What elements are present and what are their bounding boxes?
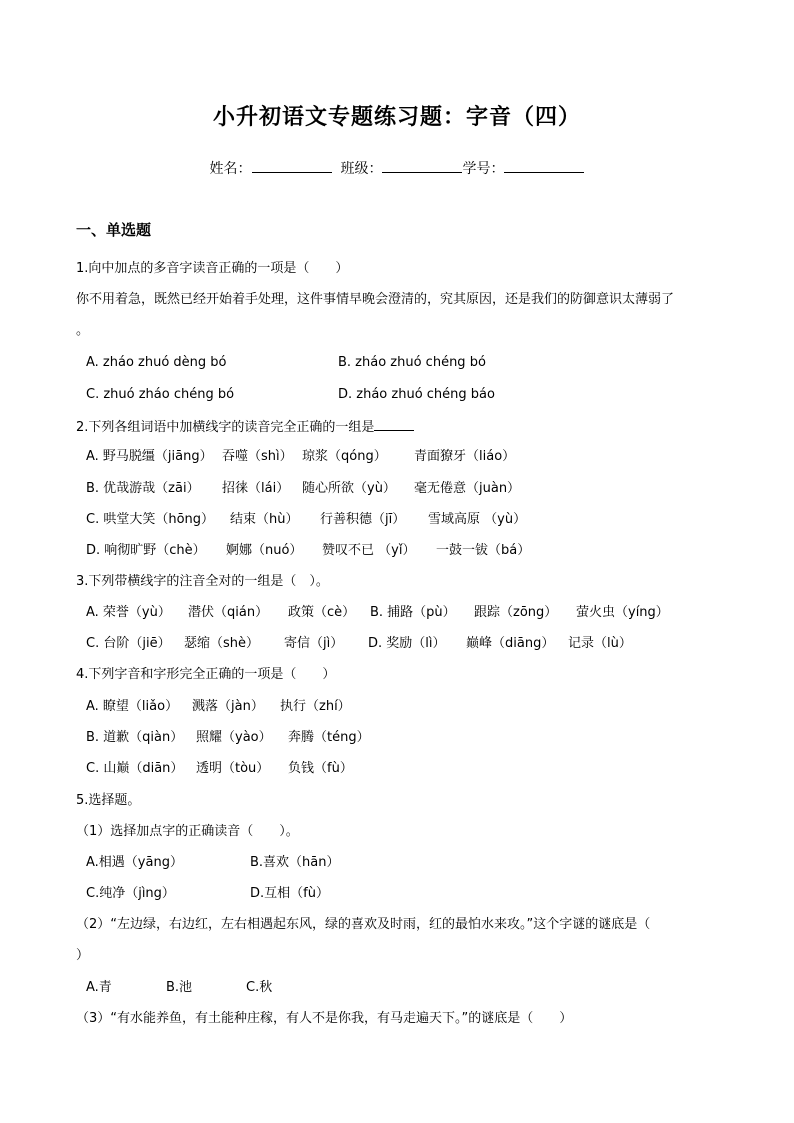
q1-text: 你不用着急，既然已经开始着手处理，这件事情早晚会澄清的，究其原因，还是我们的防御意识太薄弱了	[76, 292, 675, 307]
q5-sub2-option-a[interactable]: A.青	[86, 980, 112, 995]
q4-option-b[interactable]	[86, 729, 370, 747]
q5-sub1: （1）选择加点字的正确读音（ ）。	[76, 824, 299, 839]
q3-r1-word-1: A. 荣誉（yù）	[86, 605, 171, 620]
q5-sub2-option-b[interactable]: B.池	[166, 980, 193, 995]
student-info-line	[0, 158, 794, 178]
q3-r2-word-1: C. 台阶（jiē）	[86, 636, 171, 651]
q2-option-d[interactable]	[86, 542, 530, 560]
q5-sub1-option-d[interactable]: D.互相（fù）	[250, 886, 329, 901]
q2-a-word-4: 青面獠牙（liáo）	[414, 449, 516, 464]
q3-row-1[interactable]	[86, 604, 669, 622]
q3-row-2[interactable]	[86, 635, 632, 653]
q5-sub2-option-c[interactable]: C.秋	[246, 980, 273, 995]
q2-stem-text: 2.下列各组词语中加横线字的读音完全正确的一组是	[76, 420, 375, 435]
q4-c-word-3: 负钱（fù）	[288, 761, 353, 776]
q2-b-word-2: 招徕（lái）	[222, 481, 290, 496]
q5-sub2-end: ）	[76, 948, 90, 963]
q2-b-word-3: 随心所欲（yù）	[302, 481, 396, 496]
q5-sub1-option-c[interactable]: C.纯净（jìng）	[86, 886, 175, 901]
q2-c-word-4: 雪域高原 （yù）	[428, 512, 527, 527]
q3-r2-word-4: D. 奖励（lì）	[368, 636, 446, 651]
q4-b-word-2: 照耀（yào）	[196, 730, 272, 745]
q4-option-c[interactable]	[86, 760, 353, 778]
q1-option-c[interactable]: C. zhuó zháo chéng bó	[86, 387, 235, 402]
q3-r2-word-6: 记录（lù）	[568, 636, 632, 651]
q3-r2-word-5: 巅峰（diāng）	[466, 636, 555, 651]
q3-r1-word-4: B. 捕路（pù）	[370, 605, 456, 620]
class-blank[interactable]	[382, 158, 462, 173]
q1-option-a[interactable]: A. zháo zhuó dèng bó	[86, 355, 227, 370]
q2-option-c[interactable]	[86, 511, 526, 529]
page-title: 小升初语文专题练习题：字音（四）	[212, 104, 581, 130]
q2-option-b[interactable]	[86, 480, 520, 498]
q5-sub1-option-b[interactable]: B.喜欢（hān）	[250, 855, 340, 870]
q4-b-word-1: B. 道歉（qiàn）	[86, 730, 184, 745]
q2-option-a[interactable]	[86, 448, 515, 466]
q2-c-word-3: 行善积德（jī）	[320, 512, 406, 527]
q3-r1-word-3: 政策（cè）	[288, 605, 356, 620]
q5-sub3: （3）“有水能养鱼，有土能种庄稼，有人不是你我，有马走遍天下。”的谜底是（ ）	[76, 1011, 573, 1026]
q5-sub2: （2）“左边绿，右边红，左右相遇起东风，绿的喜欢及时雨，红的最怕水来攻。”这个字谜的谜底是（	[76, 917, 651, 932]
q5-stem: 5.选择题。	[76, 793, 141, 808]
q2-stem	[76, 417, 414, 437]
q1-option-d[interactable]: D. zháo zhuó chéng báo	[338, 387, 495, 402]
q4-b-word-3: 奔腾（téng）	[288, 730, 370, 745]
q2-b-word-4: 毫无倦意（juàn）	[414, 481, 521, 496]
q4-c-word-1: C. 山巅（diān）	[86, 761, 184, 776]
q5-sub1-option-a[interactable]: A.相遇（yāng）	[86, 855, 183, 870]
id-label: 学号：	[462, 161, 505, 177]
q3-r1-word-2: 潜伏（qián）	[188, 605, 269, 620]
q3-r2-word-2: 瑟缩（shè）	[184, 636, 260, 651]
q4-c-word-2: 透明（tòu）	[196, 761, 270, 776]
q2-a-word-3: 琼浆（qóng）	[302, 449, 387, 464]
id-blank[interactable]	[504, 158, 584, 173]
name-blank[interactable]	[252, 158, 332, 173]
q1-text-end: 。	[76, 323, 90, 338]
q2-d-word-2: 婀娜（nuó）	[226, 543, 303, 558]
q2-c-word-2: 结束（hù）	[230, 512, 299, 527]
name-label: 姓名：	[209, 161, 252, 177]
section-heading: 一、单选题	[76, 221, 152, 239]
q2-a-word-1: A. 野马脱缰（jiāng）	[86, 449, 213, 464]
q3-r2-word-3: 寄信（jì）	[284, 636, 344, 651]
q2-answer-blank[interactable]	[374, 417, 414, 431]
q4-stem: 4.下列字音和字形完全正确的一项是（ ）	[76, 667, 336, 682]
q3-r1-word-5: 跟踪（zōng）	[474, 605, 558, 620]
q1-stem: 1.向中加点的多音字读音正确的一项是（ ）	[76, 261, 349, 276]
q4-a-word-1: A. 瞭望（liǎo）	[86, 699, 179, 714]
q2-a-word-2: 吞噬（shì）	[222, 449, 293, 464]
class-label: 班级：	[340, 161, 383, 177]
q2-d-word-1: D. 响彻旷野（chè）	[86, 543, 206, 558]
q2-b-word-1: B. 优哉游哉（zāi）	[86, 481, 200, 496]
q4-a-word-2: 溅落（jàn）	[192, 699, 264, 714]
q2-d-word-4: 一鼓一钹（bá）	[436, 543, 531, 558]
q1-option-b[interactable]: B. zháo zhuó chéng bó	[338, 355, 486, 370]
q3-r1-word-6: 萤火虫（yíng）	[576, 605, 669, 620]
q2-c-word-1: C. 哄堂大笑（hōng）	[86, 512, 215, 527]
q4-a-word-3: 执行（zhí）	[280, 699, 351, 714]
q3-stem: 3.下列带横线字的注音全对的一组是（ ）。	[76, 574, 329, 589]
q4-option-a[interactable]	[86, 698, 351, 716]
q2-d-word-3: 赞叹不已 （yǐ）	[322, 543, 416, 558]
